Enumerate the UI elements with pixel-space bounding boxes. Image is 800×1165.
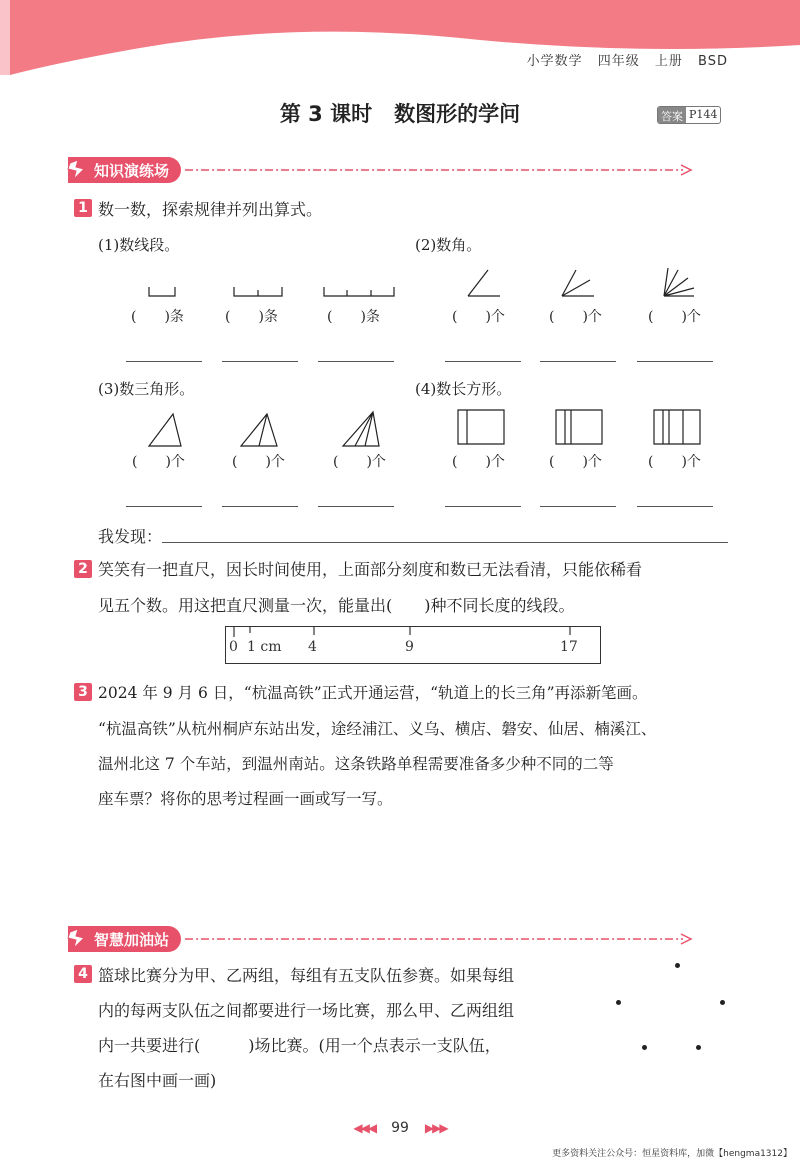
answer-line[interactable] xyxy=(318,361,394,362)
count-blank: ( )个 xyxy=(232,454,285,470)
question-stem: 数一数，探索规律并列出算式。 xyxy=(98,200,323,219)
ruler-label: 4 xyxy=(308,639,317,655)
lesson-name: 数图形的学问 xyxy=(394,102,521,126)
triangle-figure-3 xyxy=(341,410,381,448)
section-title: 知识演练场 xyxy=(94,161,170,180)
question-number: 1 xyxy=(74,199,92,217)
answer-page: P144 xyxy=(689,108,718,121)
question-text: 笑笑有一把直尺，因长时间使用，上面部分刻度和数已无法看清，只能依稀看 xyxy=(98,560,643,579)
count-blank: ( )个 xyxy=(132,454,185,470)
count-blank: ( )条 xyxy=(327,309,380,325)
ruler-label: 1 cm xyxy=(247,639,282,655)
subpart-label: (3)数三角形。 xyxy=(98,380,195,398)
team-dot[interactable] xyxy=(720,1000,725,1005)
count-blank: ( )个 xyxy=(648,309,701,325)
answer-line[interactable] xyxy=(222,361,298,362)
answer-line[interactable] xyxy=(445,506,521,507)
answer-line[interactable] xyxy=(126,361,202,362)
answer-line[interactable] xyxy=(637,361,713,362)
section-banner-practice xyxy=(68,157,693,183)
question-text: 篮球比赛分为甲、乙两组，每组有五支队伍参赛。如果每组 xyxy=(98,966,515,985)
question-number: 3 xyxy=(74,683,92,701)
team-dot[interactable] xyxy=(642,1045,647,1050)
question-text: 在右图中画一画) xyxy=(98,1071,217,1090)
question-number: 4 xyxy=(74,965,92,983)
count-blank: ( )条 xyxy=(131,309,184,325)
angle-figure-1 xyxy=(466,268,502,298)
count-blank: ( )个 xyxy=(333,454,386,470)
dashed-arrow xyxy=(185,164,693,176)
page-number-bar xyxy=(0,1120,800,1136)
lesson-number: 第 3 课时 xyxy=(279,102,373,126)
discovery-label: 我发现： xyxy=(98,527,163,546)
rectangle-figure-1 xyxy=(457,409,505,445)
question-text: 见五个数。用这把直尺测量一次，能量出( )种不同长度的线段。 xyxy=(98,596,575,615)
count-blank: ( )个 xyxy=(452,454,505,470)
count-blank: ( )个 xyxy=(549,309,602,325)
rectangle-figure-3 xyxy=(653,409,701,445)
question-number: 2 xyxy=(74,560,92,578)
footer-note: 更多资料关注公众号：恒星资料库，加微【hengma1312】 xyxy=(552,1149,792,1159)
grade: 四年级 xyxy=(597,54,640,69)
triangle-figure-1 xyxy=(147,412,183,448)
section-title: 智慧加油站 xyxy=(94,930,170,949)
answer-line[interactable] xyxy=(637,506,713,507)
answer-line[interactable] xyxy=(445,361,521,362)
answer-line[interactable] xyxy=(222,506,298,507)
question-text: 内一共要进行( )场比赛。(用一个点表示一支队伍， xyxy=(98,1036,501,1055)
angle-figure-2 xyxy=(560,268,596,298)
count-blank: ( )个 xyxy=(452,309,505,325)
edition: BSD xyxy=(698,54,728,69)
ruler-label: 9 xyxy=(405,639,414,655)
count-blank: ( )条 xyxy=(225,309,278,325)
answer-line[interactable] xyxy=(540,506,616,507)
subpart-label: (2)数角。 xyxy=(415,236,482,254)
subpart-label: (1)数线段。 xyxy=(98,236,180,254)
team-dot[interactable] xyxy=(616,1000,621,1005)
question-text: 温州北这 7 个车站，到温州南站。这条铁路单程需要准备多少种不同的二等 xyxy=(98,755,614,773)
discovery-answer-line[interactable] xyxy=(162,542,728,543)
question-text: 2024 年 9 月 6 日，“杭温高铁”正式开通运营，“轨道上的长三角”再添新笔画。 xyxy=(98,684,648,702)
volume: 上册 xyxy=(654,54,683,69)
answer-reference xyxy=(657,106,721,124)
book-meta xyxy=(517,50,728,69)
ruler-label: 17 xyxy=(560,639,578,655)
ruler-label: 0 xyxy=(229,639,238,655)
subpart-label: (4)数长方形。 xyxy=(415,380,512,398)
left-arrows-icon: ◀◀◀ xyxy=(353,1121,376,1135)
triangle-figure-2 xyxy=(239,412,279,448)
page-number: 99 xyxy=(391,1120,409,1136)
count-blank: ( )个 xyxy=(549,454,602,470)
runner-icon xyxy=(64,157,92,183)
answer-line[interactable] xyxy=(318,506,394,507)
right-arrows-icon: ▶▶▶ xyxy=(424,1121,447,1135)
answer-line[interactable] xyxy=(540,361,616,362)
segment-figure-3 xyxy=(323,286,395,298)
team-dot[interactable] xyxy=(696,1045,701,1050)
question-text: 内的每两支队伍之间都要进行一场比赛，那么甲、乙两组组 xyxy=(98,1001,515,1020)
team-dot[interactable] xyxy=(675,963,680,968)
count-blank: ( )个 xyxy=(648,454,701,470)
angle-figure-3 xyxy=(660,266,696,298)
ruler-ticks xyxy=(226,627,602,639)
answer-line[interactable] xyxy=(126,506,202,507)
answer-label: 答案 xyxy=(658,107,686,123)
dashed-arrow xyxy=(185,933,693,945)
question-text: “杭温高铁”从杭州桐庐东站出发，途经浦江、义乌、横店、磐安、仙居、楠溪江、 xyxy=(98,720,657,738)
segment-figure-2 xyxy=(233,286,283,298)
section-banner-challenge xyxy=(68,926,693,952)
runner-icon xyxy=(64,926,92,952)
question-text: 座车票？将你的思考过程画一画或写一写。 xyxy=(98,790,393,808)
segment-figure-1 xyxy=(148,286,176,298)
subject: 小学数学 xyxy=(526,54,583,69)
rectangle-figure-2 xyxy=(555,409,603,445)
